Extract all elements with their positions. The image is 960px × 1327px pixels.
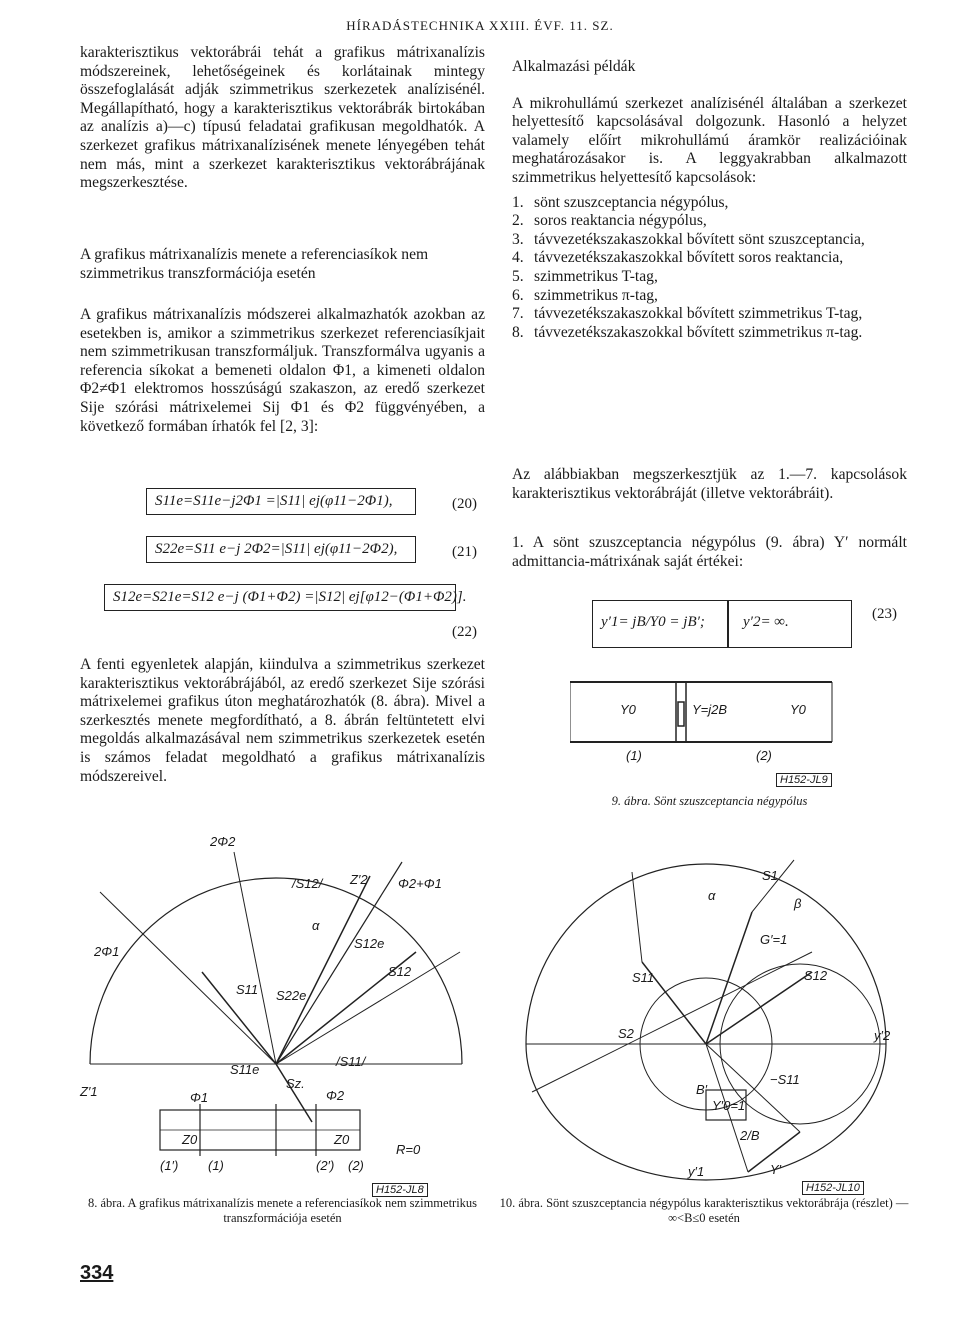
label-alpha: α bbox=[312, 918, 320, 933]
vector-diagram-10 bbox=[512, 832, 907, 1184]
paragraph-block bbox=[80, 306, 485, 436]
label-s12e: S12e bbox=[354, 936, 385, 951]
paragraph: A mikrohullámú szerkezet analízisénél általában a szerkezet helyettesítő kapcsolásával dolgozunk. Hasonló a helyzet valamely előírt mikrohullámú áramkör realizációinak meghatározásakor is. A leggyakrabban alkalmazott szimmetrikus helyettesítő kapcsolások: bbox=[512, 94, 907, 186]
list-item: 6. szimmetrikus π-tag, bbox=[512, 286, 658, 304]
figure-code: H152-JL10 bbox=[802, 1181, 864, 1195]
label-s11: S11 bbox=[236, 982, 259, 997]
equation-22: S12e=S21e=S12 e−j (Φ1+Φ2) =|S12| ej[φ12−(Φ1+Φ2)]. bbox=[104, 584, 456, 611]
equation-number: (23) bbox=[872, 606, 897, 622]
y0-right-label: Y0 bbox=[790, 702, 806, 717]
label-phi1: Φ1 bbox=[190, 1090, 209, 1105]
page-number: 334 bbox=[80, 1262, 114, 1284]
label-z1-prime: Z′1 bbox=[80, 1084, 98, 1099]
label-b-prime: B′ bbox=[696, 1082, 708, 1097]
figure-code: H152-JL8 bbox=[372, 1183, 428, 1197]
label-2phi1: 2Φ1 bbox=[94, 944, 120, 959]
equation-number: (20) bbox=[452, 496, 477, 512]
y0-left-label: Y0 bbox=[620, 702, 636, 717]
circuit-list bbox=[512, 194, 907, 343]
label-s12: S12 bbox=[388, 964, 412, 979]
label-port-1prime: (1′) bbox=[160, 1158, 179, 1173]
equation-21: S22e=S11 e−j 2Φ2=|S11| ej(φ11−2Φ2), bbox=[146, 536, 416, 563]
port-1-label: (1) bbox=[626, 748, 642, 763]
left-column bbox=[80, 44, 485, 193]
label-s12: S12 bbox=[804, 968, 828, 983]
label-r0: R=0 bbox=[396, 1142, 421, 1157]
paragraph: Az alábbiakban megszerkesztjük az 1.—7. kapcsolások karakterisztikus vektorábráját (illetve vektorábráit). bbox=[512, 466, 907, 502]
y-element-label: Y=j2B bbox=[692, 702, 728, 717]
label-z0-left: Z0 bbox=[182, 1132, 198, 1147]
figure-code: H152-JL9 bbox=[776, 773, 832, 787]
label-phi2: Φ2 bbox=[326, 1088, 345, 1103]
label-minus-s11: −S11 bbox=[770, 1072, 800, 1087]
label-s22e: S22e bbox=[276, 988, 307, 1003]
figure-9-caption: 9. ábra. Sönt szuszceptancia négypólus bbox=[611, 794, 808, 808]
paragraph-block bbox=[512, 534, 907, 571]
label-g-prime: G′=1 bbox=[760, 932, 788, 947]
label-abs-s12: /S12/ bbox=[292, 876, 323, 891]
label-y2-prime: y′2 bbox=[874, 1028, 891, 1043]
label-s2: S2 bbox=[618, 1026, 634, 1041]
label-z2-prime: Z′2 bbox=[350, 872, 368, 887]
running-header: HÍRADÁSTECHNIKA XXIII. ÉVF. 11. SZ. bbox=[346, 18, 614, 33]
right-column bbox=[512, 58, 907, 342]
paragraph: 1. A sönt szuszceptancia négypólus (9. ábra) Y′ normált admittancia-mátrixának saját értékei: bbox=[512, 534, 907, 570]
label-s11e: S11e bbox=[230, 1062, 260, 1077]
label-port-2prime: (2′) bbox=[316, 1158, 335, 1173]
label-2phi2: 2Φ2 bbox=[210, 834, 236, 849]
list-item: 7. távvezetékszakaszokkal bővített szimmetrikus T-tag, bbox=[512, 305, 863, 323]
label-z0-right: Z0 bbox=[334, 1132, 350, 1147]
label-s11: S11 bbox=[632, 970, 655, 985]
paragraph-block bbox=[80, 656, 485, 786]
figure-8-caption: 8. ábra. A grafikus mátrixanalízis menete a referenciasíkok nem szimmetrikus transzformációja esetén bbox=[87, 1196, 478, 1225]
port-2-label: (2) bbox=[756, 748, 772, 763]
label-y1-prime: y′1 bbox=[688, 1164, 705, 1179]
list-item: 4. távvezetékszakaszokkal bővített soros reaktancia, bbox=[512, 249, 844, 267]
figure-10-caption: 10. ábra. Sönt szuszceptancia négypólus karakterisztikus vektorábrája (részlet) — ∞<B≤0 esetén bbox=[499, 1196, 909, 1225]
list-item: 2. soros reaktancia négypólus, bbox=[512, 212, 707, 230]
label-s1: S1 bbox=[762, 868, 778, 883]
section-subtitle: A grafikus mátrixanalízis menete a referenciasíkok nem szimmetrikus transzformációja esetén bbox=[80, 246, 429, 282]
list-item: 1. sönt szuszceptancia négypólus, bbox=[512, 193, 729, 211]
figure-8 bbox=[80, 832, 475, 1196]
section-heading: Alkalmazási példák bbox=[512, 58, 636, 75]
equation-20: S11e=S11e−j2Φ1 =|S11| ej(φ11−2Φ1), bbox=[146, 488, 416, 515]
label-beta: β bbox=[794, 896, 802, 911]
paragraph-block bbox=[512, 466, 907, 503]
paragraph: A fenti egyenletek alapján, kiindulva a szimmetrikus szerkezet karakterisztikus vektorábrájából, az eredő szerkezet Sije szórási mátrixelemei grafikus úton meghatározhatók (8. ábra). Mivel a szerkesztés menete megfordítható, a 8. ábrán feltüntetett elvi megoldás alkalmazásával nem szimmetrikus szerkezetek esetén is számos feladat megoldható a grafikus mátrixanalízis módszereivel. bbox=[80, 656, 485, 785]
equation-number: (22) bbox=[452, 624, 477, 640]
label-2-over-b: 2/B bbox=[740, 1128, 760, 1143]
list-item: 8. távvezetékszakaszokkal bővített szimmetrikus π-tag. bbox=[512, 323, 863, 341]
list-item: 3. távvezetékszakaszokkal bővített sönt szuszceptancia, bbox=[512, 230, 865, 248]
label-phi-sum: Φ2+Φ1 bbox=[398, 876, 442, 891]
equation-number: (21) bbox=[452, 544, 477, 560]
figure-10 bbox=[512, 832, 907, 1194]
label-port-2: (2) bbox=[348, 1158, 364, 1173]
label-y-prime: Y′ bbox=[770, 1162, 782, 1177]
figure-9 bbox=[570, 676, 870, 806]
list-item: 5. szimmetrikus T-tag, bbox=[512, 267, 658, 285]
paragraph: karakterisztikus vektorábrái tehát a grafikus mátrixanalízis módszereinek, lehetőségeinek és korlátainak mintegy összefoglalását adják szimmetrikus szerkezetek analízisénél. Megállapítható, hogy a karakterisztikus vektorábrák birtokában az analízis a)—c) típusú feladatai grafikusan megoldhatók. A szerkezet grafikus mátrixanalízisének menete lényegében tehát nem más, mint a szerkezet karakterisztikus vektorábrájának megszerkesztése. bbox=[80, 44, 485, 192]
label-sz: Sz. bbox=[286, 1076, 305, 1091]
label-port-1: (1) bbox=[208, 1158, 224, 1173]
label-y0-prime: Y′0=1 bbox=[712, 1098, 746, 1113]
paragraph: A grafikus mátrixanalízis módszerei alkalmazhatók azokban az esetekben is, amikor a szimmetrikus szerkezet referenciasíkjait nem szimmetrikusan transzformáljuk. Transzformálva ugyanis a referencia síkokat a bemeneti oldalon Φ1, a kimeneti oldalon Φ2≠Φ1 elektromos hosszúságú szakaszon, az eredő szerkezet Sije szórási mátrixelemei Sij Φ1 és Φ2 függvényében, a következő formában írhatók fel [2, 3]: bbox=[80, 306, 485, 435]
equation-23: y′1= jB/Y0 = jB′; y′2= ∞. bbox=[592, 600, 852, 648]
label-alpha: α bbox=[708, 888, 716, 903]
label-abs-s11: /S11/ bbox=[336, 1054, 366, 1069]
